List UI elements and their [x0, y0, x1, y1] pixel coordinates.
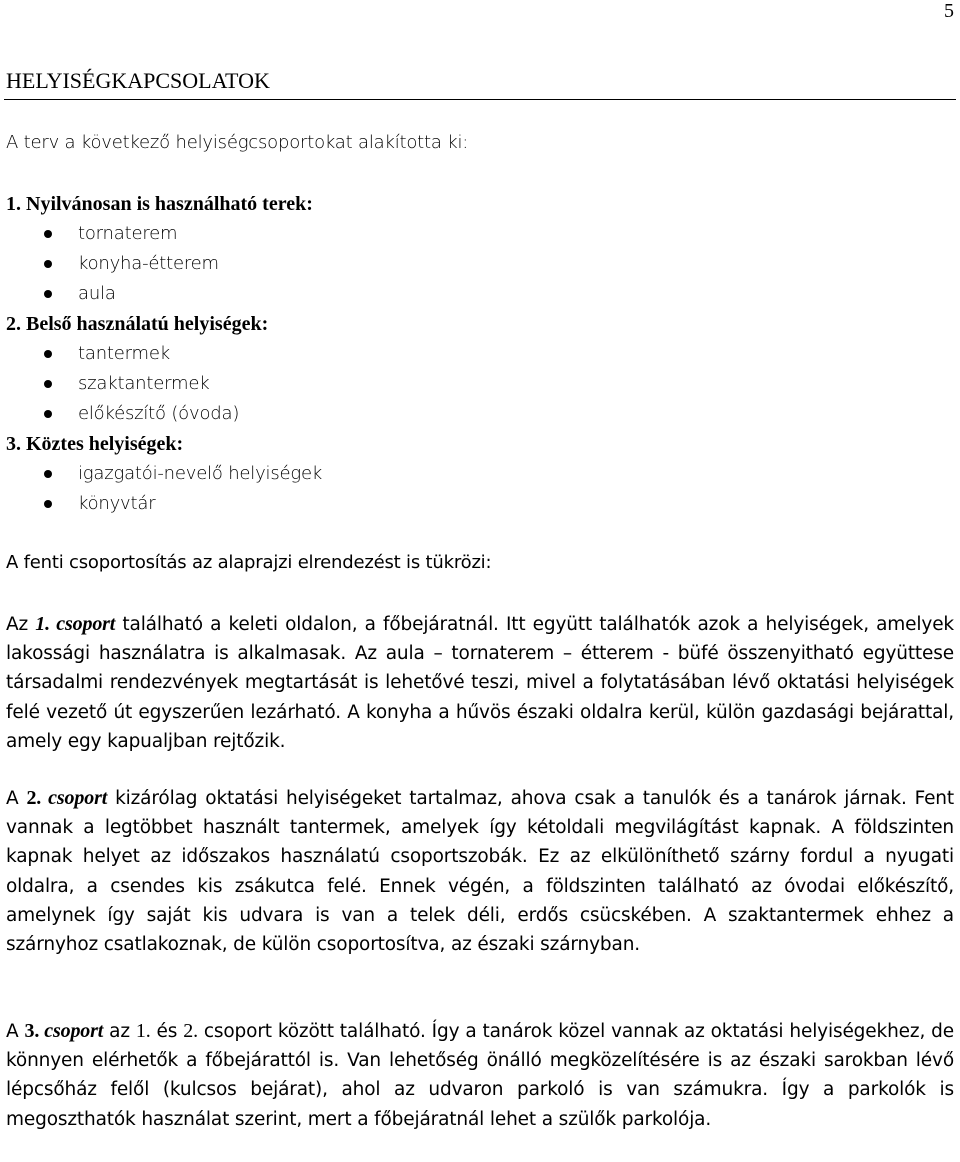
group-ref-2: 2.	[183, 1020, 198, 1042]
list-item-text: előkészítő (óvoda)	[78, 403, 240, 424]
group-number: 1.	[35, 613, 50, 635]
intro-text: A terv a következő helyiségcsoportokat alakította ki:	[6, 132, 469, 153]
paragraph-group-3	[6, 1017, 954, 1134]
list-item	[6, 459, 946, 489]
bullet-icon	[44, 260, 52, 268]
list-item	[6, 249, 946, 279]
list-item-text: aula	[78, 283, 116, 304]
summary-text: A fenti csoportosítás az alaprajzi elrendezést is tükrözi:	[6, 552, 492, 573]
group-word: csoport	[39, 1020, 104, 1042]
group-ref-1: 1.	[135, 1020, 151, 1042]
list-item	[6, 399, 946, 429]
heading-rule	[4, 99, 956, 100]
bullet-icon	[44, 470, 52, 478]
list-item-text: konyha-étterem	[78, 253, 219, 274]
paragraph-group-1	[6, 610, 954, 756]
group-number: 2.	[26, 787, 42, 809]
list-item	[6, 279, 946, 309]
bullet-icon	[44, 500, 52, 508]
page-number: 5	[944, 0, 954, 22]
list-item-text: könyvtár	[78, 493, 156, 514]
group-title: 2. Belső használatú helyiségek:	[6, 313, 269, 335]
paragraph-text: található a keleti oldalon, a főbejáratnál. Itt együtt találhatók azok a helyiségek, amelyek lakossági használatra is alkalmasak. Az aula – tornaterem – étterem - büfé összenyitható együttese társadalmi rendezvények megtartását is lehetővé teszi, mivel a folytatásában lévő oktatási helyiségek felé vezető út egyszerűen lezárható. A konyha a hűvös északi oldalra kerül, külön gazdasági bejárattal, amely egy kapualjban rejtőzik.	[6, 614, 954, 752]
list-item	[6, 219, 946, 249]
list-item	[6, 339, 946, 369]
paragraph-group-2	[6, 784, 954, 959]
paragraph-text-b: és	[150, 1021, 184, 1042]
list-item	[6, 369, 946, 399]
bullet-icon	[44, 380, 52, 388]
group-word: csoport	[49, 613, 116, 635]
list-item-text: szaktantermek	[78, 373, 210, 394]
paragraph-prefix: A	[6, 1021, 25, 1042]
group-title: 3. Köztes helyiségek:	[6, 433, 184, 455]
list-item	[6, 489, 946, 519]
bullet-icon	[44, 230, 52, 238]
group-word: csoport	[41, 787, 108, 809]
bullet-icon	[44, 350, 52, 358]
paragraph-prefix: Az	[6, 614, 36, 635]
bullet-icon	[44, 290, 52, 298]
group-title: 1. Nyilvánosan is használható terek:	[6, 193, 313, 215]
list-item-text: igazgatói-nevelő helyiségek	[78, 463, 323, 484]
group-outline	[6, 189, 946, 519]
bullet-icon	[44, 410, 52, 418]
group-number: 3.	[24, 1020, 40, 1042]
paragraph-text: kizárólag oktatási helyiségeket tartalmaz, ahova csak a tanulók és a tanárok járnak. Fent vannak a legtöbbet használt tantermek, amelyek így kétoldali megvilágítást kapnak. A földszinten kapnak helyet az időszakos használatú csoportszobák. Ez az elkülöníthető szárny fordul a nyugati oldalra, a csendes kis zsákutca felé. Ennek végén, a földszinten található az óvodai előkészítő, amelynek így saját kis udvara is van a telek déli, erdős csücskében. A szaktantermek ehhez a szárnyhoz csatlakoznak, de külön csoportosítva, az északi szárnyban.	[6, 788, 954, 956]
paragraph-text-c: csoport között található. Így a tanárok közel vannak az oktatási helyiségekhez, de könnyen elérhetők a főbejárattól is. Van lehetőség önálló megközelítésére is az északi sarokban lévő lépcsőház felől (kulcsos bejárat), ahol az udvaron parkoló is van számukra. Így a parkolók is megoszthatók használat szerint, mert a főbejáratnál lehet a szülők parkolója.	[6, 1021, 954, 1130]
list-item-text: tornaterem	[78, 223, 178, 244]
paragraph-prefix: A	[6, 788, 27, 809]
paragraph-text-a: az	[103, 1021, 136, 1042]
list-item-text: tantermek	[78, 343, 170, 364]
section-heading: HELYISÉGKAPCSOLATOK	[6, 68, 270, 93]
